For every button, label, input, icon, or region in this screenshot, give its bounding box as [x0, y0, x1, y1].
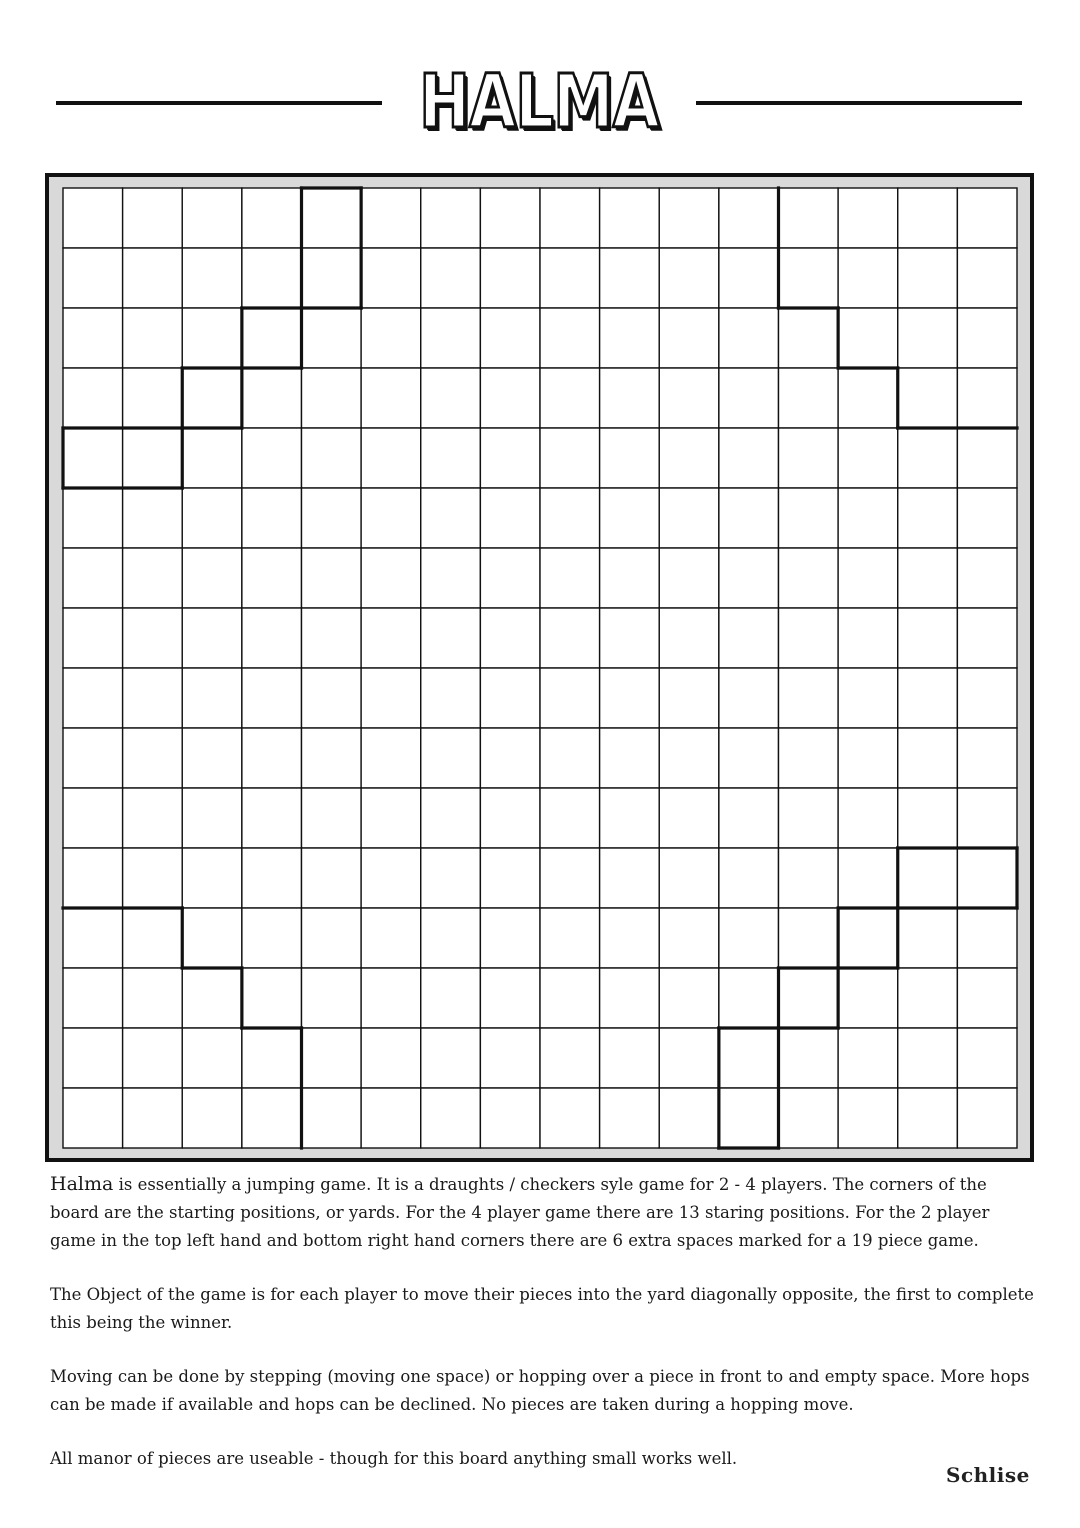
- board-cell[interactable]: [540, 308, 600, 368]
- board-cell[interactable]: [719, 368, 779, 428]
- board-cell[interactable]: [719, 248, 779, 308]
- board-cell[interactable]: [898, 248, 958, 308]
- board-cell[interactable]: [123, 668, 183, 728]
- board-cell[interactable]: [838, 848, 898, 908]
- board-cell[interactable]: [957, 368, 1017, 428]
- board-cell[interactable]: [898, 668, 958, 728]
- board-cell[interactable]: [480, 428, 540, 488]
- board-cell[interactable]: [779, 728, 839, 788]
- rules-paragraph-moving: Moving can be done by stepping (moving one space) or hopping over a piece in front to and empty space. More hops can be made if available and hops can be declined. No pieces are taken during a hopping move.: [50, 1367, 1030, 1414]
- board-cell[interactable]: [600, 1028, 660, 1088]
- board-cell[interactable]: [779, 968, 839, 1028]
- board-cell[interactable]: [659, 1088, 719, 1148]
- board-cell[interactable]: [659, 848, 719, 908]
- board-cell[interactable]: [898, 848, 958, 908]
- board-cell[interactable]: [540, 188, 600, 248]
- board-cell[interactable]: [302, 968, 362, 1028]
- board-cell[interactable]: [719, 968, 779, 1028]
- board-cell[interactable]: [242, 1028, 302, 1088]
- board-cell[interactable]: [719, 728, 779, 788]
- board-cell[interactable]: [659, 428, 719, 488]
- board-cell[interactable]: [421, 488, 481, 548]
- board-cell[interactable]: [182, 668, 242, 728]
- board-cell[interactable]: [182, 548, 242, 608]
- board-cell[interactable]: [898, 1088, 958, 1148]
- board-cell[interactable]: [600, 1088, 660, 1148]
- board-cell[interactable]: [540, 788, 600, 848]
- board-cell[interactable]: [242, 668, 302, 728]
- board-cell[interactable]: [123, 548, 183, 608]
- board-cell[interactable]: [600, 788, 660, 848]
- board-cell[interactable]: [123, 608, 183, 668]
- board-cell[interactable]: [421, 788, 481, 848]
- board-cell[interactable]: [600, 488, 660, 548]
- board-cell[interactable]: [302, 728, 362, 788]
- board-cell[interactable]: [600, 908, 660, 968]
- board-cell[interactable]: [600, 668, 660, 728]
- board-cell[interactable]: [123, 428, 183, 488]
- board-cell[interactable]: [182, 608, 242, 668]
- board-cell[interactable]: [957, 608, 1017, 668]
- board-cell[interactable]: [421, 848, 481, 908]
- board-cell[interactable]: [480, 968, 540, 1028]
- board-cell[interactable]: [302, 788, 362, 848]
- board-cell[interactable]: [480, 548, 540, 608]
- board-cell[interactable]: [123, 248, 183, 308]
- board-cell[interactable]: [63, 908, 123, 968]
- board-cell[interactable]: [182, 1088, 242, 1148]
- board-cell[interactable]: [421, 308, 481, 368]
- board-cell[interactable]: [361, 488, 421, 548]
- board-cell[interactable]: [361, 368, 421, 428]
- board-cell[interactable]: [540, 908, 600, 968]
- board-cell[interactable]: [898, 968, 958, 1028]
- board-cell[interactable]: [600, 308, 660, 368]
- board-cell[interactable]: [182, 248, 242, 308]
- board-cell[interactable]: [898, 908, 958, 968]
- board-cell[interactable]: [182, 428, 242, 488]
- board-cell[interactable]: [242, 368, 302, 428]
- board-cell[interactable]: [659, 728, 719, 788]
- board-cell[interactable]: [302, 548, 362, 608]
- board-cell[interactable]: [480, 1088, 540, 1148]
- board-cell[interactable]: [361, 428, 421, 488]
- board-cell[interactable]: [838, 1088, 898, 1148]
- halma-board[interactable]: [63, 188, 1017, 1148]
- board-cell[interactable]: [838, 308, 898, 368]
- board-cell[interactable]: [600, 848, 660, 908]
- board-cell[interactable]: [659, 908, 719, 968]
- board-cell[interactable]: [182, 188, 242, 248]
- board-cell[interactable]: [659, 1028, 719, 1088]
- board-cell[interactable]: [63, 848, 123, 908]
- board-cell[interactable]: [600, 968, 660, 1028]
- board-cell[interactable]: [898, 608, 958, 668]
- board-cell[interactable]: [123, 308, 183, 368]
- board-cell[interactable]: [600, 428, 660, 488]
- board-cell[interactable]: [242, 728, 302, 788]
- board-cell[interactable]: [63, 248, 123, 308]
- board-cell[interactable]: [421, 248, 481, 308]
- board-cell[interactable]: [302, 908, 362, 968]
- board-cell[interactable]: [421, 908, 481, 968]
- board-cell[interactable]: [242, 248, 302, 308]
- board-cell[interactable]: [659, 788, 719, 848]
- board-cell[interactable]: [182, 1028, 242, 1088]
- board-cell[interactable]: [898, 1028, 958, 1088]
- board-cell[interactable]: [779, 788, 839, 848]
- board-cell[interactable]: [421, 668, 481, 728]
- board-cell[interactable]: [719, 1028, 779, 1088]
- board-cell[interactable]: [63, 608, 123, 668]
- board-cell[interactable]: [719, 188, 779, 248]
- board-cell[interactable]: [361, 1088, 421, 1148]
- board-cell[interactable]: [361, 248, 421, 308]
- board-cell[interactable]: [719, 548, 779, 608]
- board-cell[interactable]: [659, 608, 719, 668]
- board-cell[interactable]: [659, 968, 719, 1028]
- board-cell[interactable]: [63, 308, 123, 368]
- board-cell[interactable]: [719, 1088, 779, 1148]
- board-cell[interactable]: [719, 308, 779, 368]
- board-cell[interactable]: [957, 1028, 1017, 1088]
- board-cell[interactable]: [719, 788, 779, 848]
- board-cell[interactable]: [957, 668, 1017, 728]
- board-cell[interactable]: [838, 968, 898, 1028]
- board-cell[interactable]: [242, 488, 302, 548]
- board-cell[interactable]: [302, 1028, 362, 1088]
- board-cell[interactable]: [540, 968, 600, 1028]
- board-cell[interactable]: [242, 608, 302, 668]
- board-cell[interactable]: [480, 848, 540, 908]
- board-cell[interactable]: [838, 548, 898, 608]
- board-cell[interactable]: [480, 668, 540, 728]
- board-cell[interactable]: [957, 728, 1017, 788]
- board-cell[interactable]: [63, 788, 123, 848]
- board-frame: [45, 173, 1034, 1162]
- board-cell[interactable]: [63, 548, 123, 608]
- halma-word: Halma: [50, 1173, 114, 1195]
- board-cell[interactable]: [957, 548, 1017, 608]
- board-cell[interactable]: [63, 1028, 123, 1088]
- board-cell[interactable]: [480, 908, 540, 968]
- board-cell[interactable]: [957, 968, 1017, 1028]
- board-cell[interactable]: [540, 1028, 600, 1088]
- board-cell[interactable]: [659, 308, 719, 368]
- board-cell[interactable]: [779, 668, 839, 728]
- board-cell[interactable]: [540, 728, 600, 788]
- board-cell[interactable]: [838, 488, 898, 548]
- board-cell[interactable]: [540, 368, 600, 428]
- board-cell[interactable]: [63, 188, 123, 248]
- board-cell[interactable]: [838, 188, 898, 248]
- board-cell[interactable]: [957, 428, 1017, 488]
- board-cell[interactable]: [659, 668, 719, 728]
- board-cell[interactable]: [957, 308, 1017, 368]
- board-cell[interactable]: [480, 368, 540, 428]
- title-rule-left: [56, 101, 382, 105]
- board-cell[interactable]: [540, 428, 600, 488]
- board-cell[interactable]: [302, 248, 362, 308]
- board-cell[interactable]: [957, 908, 1017, 968]
- board-cell[interactable]: [302, 488, 362, 548]
- board-cell[interactable]: [421, 968, 481, 1028]
- board-cell[interactable]: [838, 788, 898, 848]
- board-cell[interactable]: [719, 848, 779, 908]
- board-cell[interactable]: [898, 488, 958, 548]
- board-cell[interactable]: [361, 548, 421, 608]
- board-cell[interactable]: [898, 548, 958, 608]
- board-cell[interactable]: [302, 188, 362, 248]
- board-cell[interactable]: [123, 968, 183, 1028]
- board-cell[interactable]: [659, 488, 719, 548]
- board-cell[interactable]: [779, 428, 839, 488]
- board-cell[interactable]: [123, 788, 183, 848]
- board-cell[interactable]: [421, 188, 481, 248]
- board-cell[interactable]: [123, 1028, 183, 1088]
- board-cell[interactable]: [302, 848, 362, 908]
- board-cell[interactable]: [242, 788, 302, 848]
- board-cell[interactable]: [421, 428, 481, 488]
- board-cell[interactable]: [600, 608, 660, 668]
- board-cell[interactable]: [302, 608, 362, 668]
- board-cell[interactable]: [302, 1088, 362, 1148]
- board-cell[interactable]: [898, 368, 958, 428]
- board-cell[interactable]: [63, 668, 123, 728]
- board-cell[interactable]: [779, 248, 839, 308]
- board-cell[interactable]: [361, 1028, 421, 1088]
- board-cell[interactable]: [182, 968, 242, 1028]
- board-cell[interactable]: [779, 848, 839, 908]
- board-cell[interactable]: [898, 308, 958, 368]
- rules-paragraph-intro: [50, 1170, 1035, 1255]
- board-cell[interactable]: [957, 248, 1017, 308]
- rules-intro-text: is essentially a jumping game. It is a draughts / checkers syle game for 2 - 4 players. The corners of the board are the starting positions, or yards. For the 4 player game there are 13 staring positions. For the 2 player game in the top left hand and bottom right hand corners there are 6 extra spaces marked for a 19 piece game.: [50, 1175, 990, 1250]
- board-cell[interactable]: [779, 608, 839, 668]
- board-cell[interactable]: [540, 548, 600, 608]
- board-cell[interactable]: [957, 1088, 1017, 1148]
- board-cell[interactable]: [123, 848, 183, 908]
- board-cell[interactable]: [123, 368, 183, 428]
- board-cell[interactable]: [898, 188, 958, 248]
- board-cell[interactable]: [540, 248, 600, 308]
- board-cell[interactable]: [838, 248, 898, 308]
- board-cell[interactable]: [361, 788, 421, 848]
- board-cell[interactable]: [480, 728, 540, 788]
- board-cell[interactable]: [838, 608, 898, 668]
- board-cell[interactable]: [719, 668, 779, 728]
- title-row: [0, 60, 1080, 144]
- board-cell[interactable]: [838, 668, 898, 728]
- board-cell[interactable]: [63, 488, 123, 548]
- board-cell[interactable]: [659, 368, 719, 428]
- board-cell[interactable]: [242, 188, 302, 248]
- board-cell[interactable]: [123, 1088, 183, 1148]
- board-cell[interactable]: [63, 368, 123, 428]
- rules-text: [50, 1170, 1035, 1499]
- board-cell[interactable]: [182, 488, 242, 548]
- board-cell[interactable]: [898, 428, 958, 488]
- rules-paragraph-pieces: All manor of pieces are useable - though for this board anything small works well.: [50, 1449, 738, 1468]
- board-cell[interactable]: [719, 488, 779, 548]
- board-cell[interactable]: [182, 368, 242, 428]
- board-cell[interactable]: [779, 1088, 839, 1148]
- board-cell[interactable]: [779, 308, 839, 368]
- board-cell[interactable]: [838, 728, 898, 788]
- board-cell[interactable]: [242, 548, 302, 608]
- page-title: HALMA: [419, 59, 659, 145]
- board-cell[interactable]: [838, 368, 898, 428]
- board-cell[interactable]: [421, 608, 481, 668]
- board-cell[interactable]: [421, 1028, 481, 1088]
- board-cell[interactable]: [361, 848, 421, 908]
- board-cell[interactable]: [480, 1028, 540, 1088]
- title-rule-right: [696, 101, 1022, 105]
- board-cell[interactable]: [242, 1088, 302, 1148]
- board-cell[interactable]: [242, 428, 302, 488]
- board-cell[interactable]: [302, 428, 362, 488]
- board-cell[interactable]: [838, 908, 898, 968]
- board-cell[interactable]: [242, 968, 302, 1028]
- board-cell[interactable]: [63, 1088, 123, 1148]
- board-cell[interactable]: [480, 308, 540, 368]
- board-cell[interactable]: [957, 488, 1017, 548]
- board-cell[interactable]: [838, 428, 898, 488]
- board-cell[interactable]: [182, 908, 242, 968]
- board-cell[interactable]: [540, 608, 600, 668]
- board-cell[interactable]: [779, 908, 839, 968]
- board-cell[interactable]: [600, 248, 660, 308]
- board-cell[interactable]: [779, 368, 839, 428]
- board-cell[interactable]: [182, 788, 242, 848]
- board-cell[interactable]: [659, 188, 719, 248]
- board-cell[interactable]: [480, 608, 540, 668]
- board-cell[interactable]: [63, 728, 123, 788]
- board-cell[interactable]: [600, 368, 660, 428]
- board-cell[interactable]: [123, 728, 183, 788]
- board-cell[interactable]: [421, 368, 481, 428]
- board-cell[interactable]: [779, 1028, 839, 1088]
- board-cell[interactable]: [600, 728, 660, 788]
- board-cell[interactable]: [540, 488, 600, 548]
- board-cell[interactable]: [600, 548, 660, 608]
- board-cell[interactable]: [361, 728, 421, 788]
- board-cell[interactable]: [659, 248, 719, 308]
- board-cell[interactable]: [779, 488, 839, 548]
- board-cell[interactable]: [898, 728, 958, 788]
- board-cell[interactable]: [361, 668, 421, 728]
- board-cell[interactable]: [957, 848, 1017, 908]
- board-cell[interactable]: [302, 668, 362, 728]
- board-cell[interactable]: [719, 908, 779, 968]
- board-cell[interactable]: [63, 968, 123, 1028]
- board-cell[interactable]: [421, 548, 481, 608]
- board-cell[interactable]: [719, 608, 779, 668]
- board-cell[interactable]: [361, 308, 421, 368]
- board-cell[interactable]: [600, 188, 660, 248]
- board-cell[interactable]: [480, 488, 540, 548]
- board-cell[interactable]: [63, 428, 123, 488]
- board-cell[interactable]: [182, 308, 242, 368]
- board-cell[interactable]: [242, 308, 302, 368]
- board-cell[interactable]: [480, 188, 540, 248]
- board-cell[interactable]: [540, 848, 600, 908]
- board-cell[interactable]: [719, 428, 779, 488]
- board-cell[interactable]: [480, 788, 540, 848]
- board-cell[interactable]: [361, 608, 421, 668]
- board-cell[interactable]: [421, 728, 481, 788]
- board-cell[interactable]: [540, 1088, 600, 1148]
- board-cell[interactable]: [302, 308, 362, 368]
- board-cell[interactable]: [302, 368, 362, 428]
- board-cell[interactable]: [779, 188, 839, 248]
- board-cell[interactable]: [242, 908, 302, 968]
- board-cell[interactable]: [123, 488, 183, 548]
- rules-paragraph-object: The Object of the game is for each player to move their pieces into the yard diagonally opposite, the first to complete this being the winner.: [50, 1285, 1034, 1332]
- board-cell[interactable]: [779, 548, 839, 608]
- board-cell[interactable]: [957, 188, 1017, 248]
- board-cell[interactable]: [838, 1028, 898, 1088]
- board-cell[interactable]: [182, 728, 242, 788]
- board-cell[interactable]: [659, 548, 719, 608]
- board-cell[interactable]: [957, 788, 1017, 848]
- board-cell[interactable]: [361, 908, 421, 968]
- signature: Schlise: [946, 1463, 1030, 1487]
- board-cell[interactable]: [540, 668, 600, 728]
- board-cell[interactable]: [123, 908, 183, 968]
- board-cell[interactable]: [421, 1088, 481, 1148]
- board-cell[interactable]: [361, 188, 421, 248]
- board-cell[interactable]: [242, 848, 302, 908]
- board-cell[interactable]: [480, 248, 540, 308]
- board-cell[interactable]: [361, 968, 421, 1028]
- board-cell[interactable]: [898, 788, 958, 848]
- board-cell[interactable]: [123, 188, 183, 248]
- board-cell[interactable]: [182, 848, 242, 908]
